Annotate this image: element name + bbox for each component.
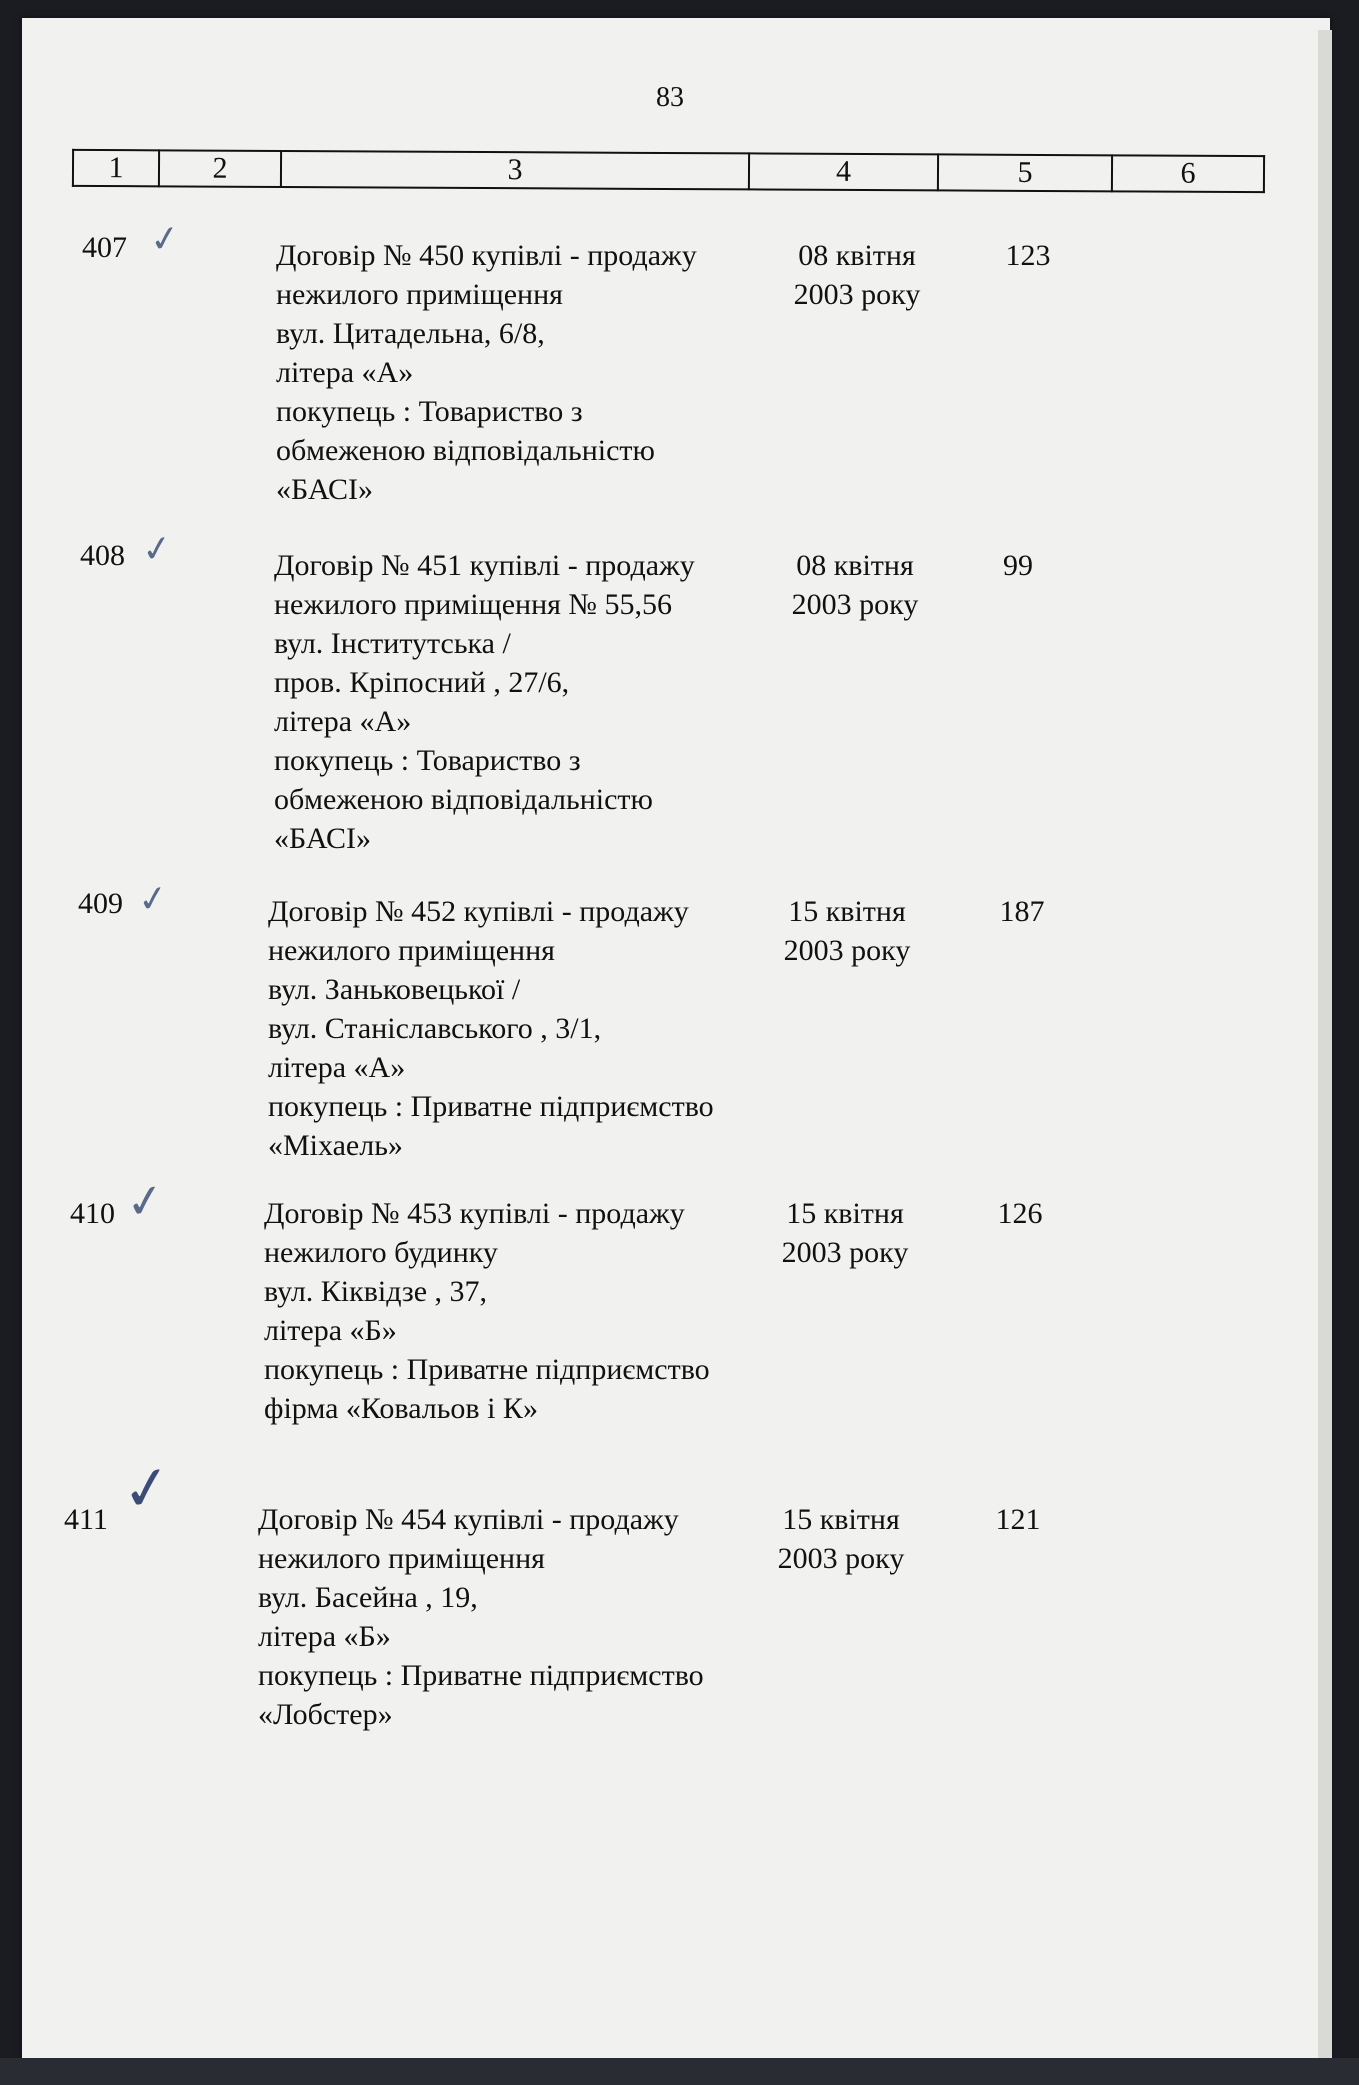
column-header-1: 1 xyxy=(73,150,159,186)
entry-pages: 126 xyxy=(997,1197,1043,1230)
entry-number: 411 xyxy=(64,1503,108,1536)
entry-description: Договір № 454 купівлі - продажу нежилого приміщення вул. Басейна , 19, літера «Б» покупець : Приватне підприємство «Лобстер» xyxy=(258,1503,704,1731)
entry-pages: 123 xyxy=(1005,239,1051,272)
entry-pages: 121 xyxy=(995,1503,1041,1536)
column-header-5: 5 xyxy=(938,154,1112,191)
entry-date: 08 квітня 2003 року xyxy=(791,549,919,621)
entry-date: 15 квітня 2003 року xyxy=(783,895,911,967)
entry-date: 15 квітня 2003 року xyxy=(781,1197,909,1269)
entry-number: 410 xyxy=(70,1197,115,1230)
scanner-background xyxy=(0,2058,1359,2085)
entry-description: Договір № 450 купівлі - продажу нежилого приміщення вул. Цитадельна, 6/8, літера «А» покупець : Товариство з обмеженою відповідальністю «БАСІ» xyxy=(276,239,697,506)
entry-description: Договір № 451 купівлі - продажу нежилого приміщення № 55,56 вул. Інститутська / пров. Кріпосний , 27/6, літера «А» покупець : Товариство з обмеженою відповідальністю «БАСІ» xyxy=(274,549,695,855)
page-number: 83 xyxy=(656,82,684,113)
checkmark-icon: ✓ xyxy=(147,217,183,261)
column-header-2: 2 xyxy=(159,150,281,187)
checkmark-icon: ✓ xyxy=(139,527,175,571)
page-edge xyxy=(1318,30,1332,2060)
entry-number: 408 xyxy=(80,539,125,572)
entry-number: 409 xyxy=(78,887,123,920)
checkmark-icon: ✓ xyxy=(135,877,171,921)
column-header-3: 3 xyxy=(281,151,749,189)
entry-date: 15 квітня 2003 року xyxy=(777,1503,905,1575)
entry-pages: 99 xyxy=(1003,549,1033,582)
entry-description: Договір № 452 купівлі - продажу нежилого приміщення вул. Заньковецької / вул. Станіславського , 3/1, літера «А» покупець : Приватне підприємство «Міхаель» xyxy=(268,895,714,1162)
checkmark-icon: ✓ xyxy=(122,1173,168,1230)
column-header-table xyxy=(72,149,1265,193)
checkmark-icon: ✓ xyxy=(117,1452,177,1526)
entry-description: Договір № 453 купівлі - продажу нежилого будинку вул. Кіквідзе , 37, літера «Б» покупець : Приватне підприємство фірма «Ковальов і К» xyxy=(264,1197,710,1425)
entry-number: 407 xyxy=(82,231,127,264)
column-header-6: 6 xyxy=(1112,155,1264,192)
column-header-4: 4 xyxy=(749,153,938,190)
entry-pages: 187 xyxy=(999,895,1045,928)
entry-date: 08 квітня 2003 року xyxy=(793,239,921,311)
